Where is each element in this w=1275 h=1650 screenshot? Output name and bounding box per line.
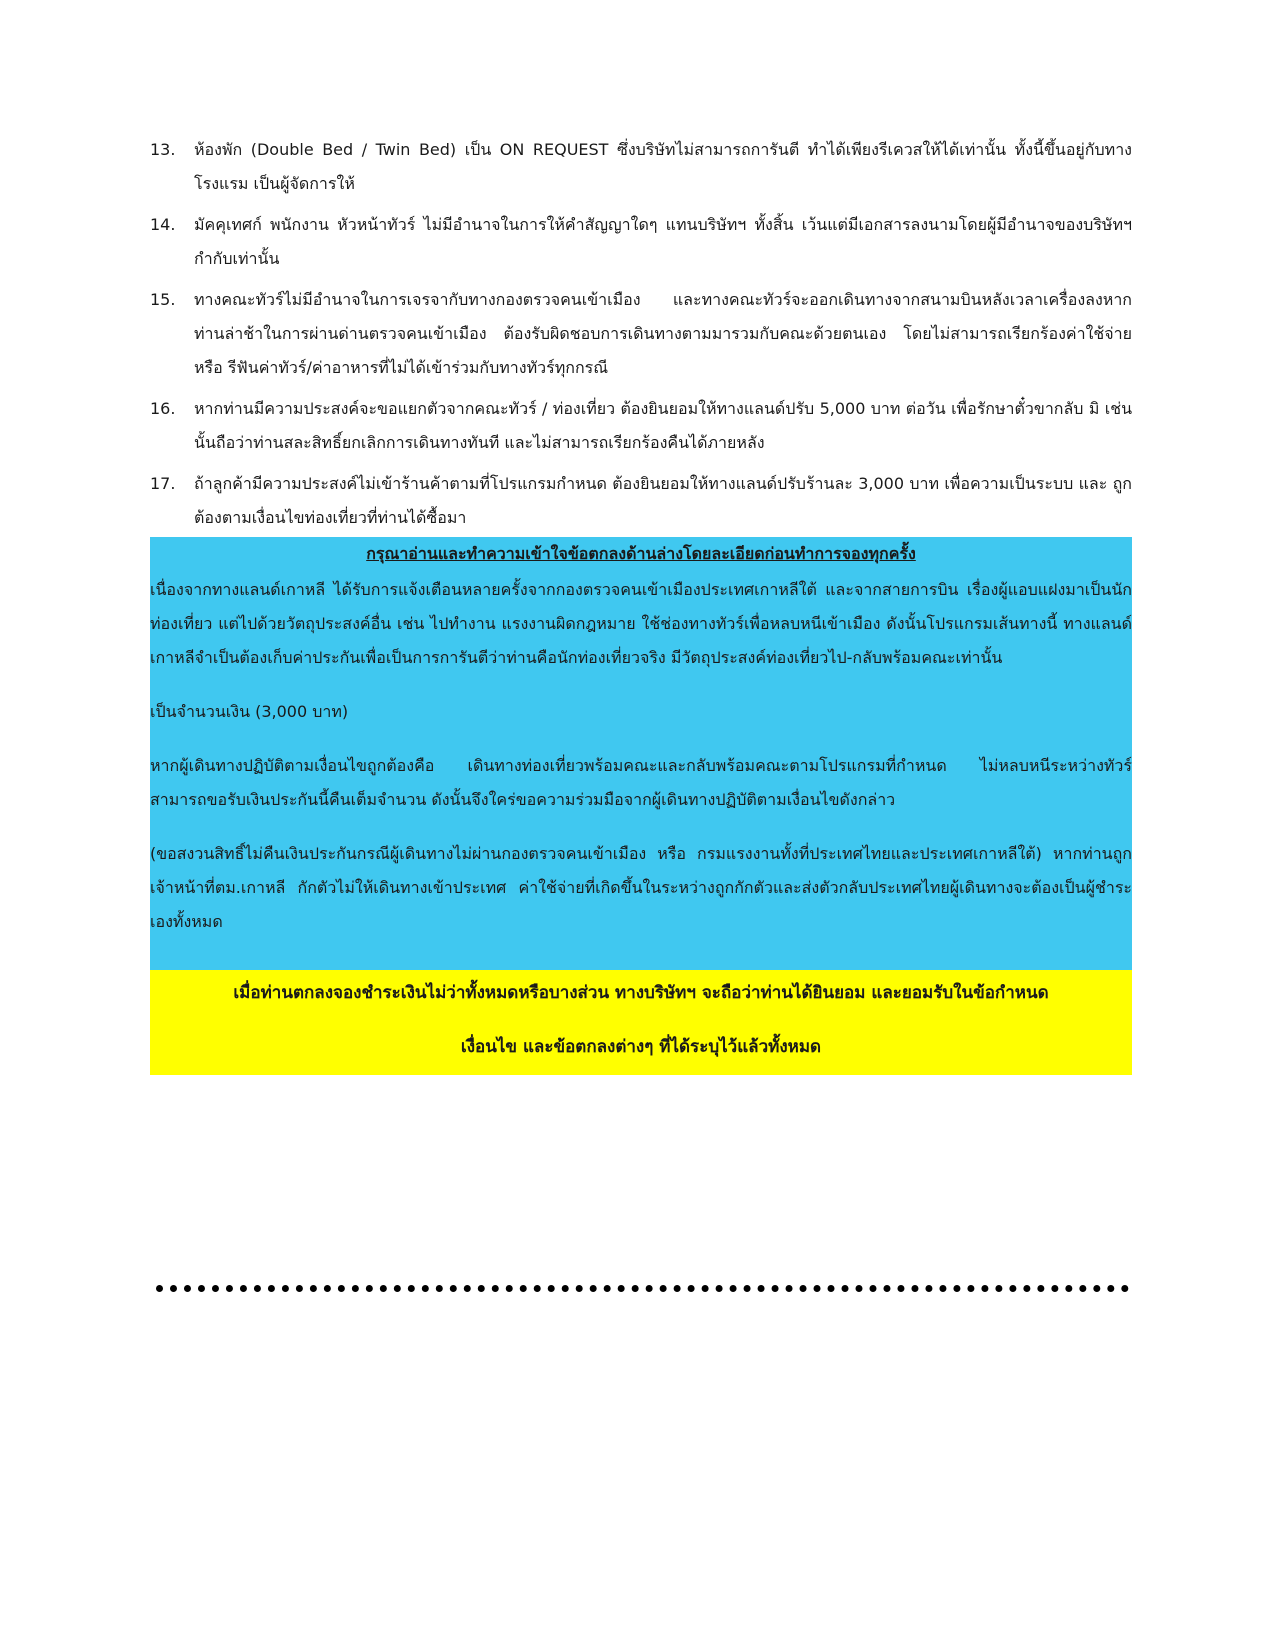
term-text: ทางคณะทัวร์ไม่มีอำนาจในการเจรจากับทางกองตรวจคนเข้าเมือง และทางคณะทัวร์จะออกเดินทางจากสนามบินหลังเวลาเครื่องลงหาก ท่านล่าช้าในการผ่านด่านตรวจคนเข้าเมือง ต้องรับผิดชอบการเดินทางตามมารวมกับคณะด้วยตนเอง โดยไม่สามารถเรียกร้องค่าใช้จ่าย หรือ รีฟันค่าทัวร์/ค่าอาหารที่ไม่ได้เข้าร่วมกับทางทัวร์ทุกกรณี [194,290,1132,377]
deposit-notice-box [150,537,1132,970]
notice-paragraph-refund: หากผู้เดินทางปฏิบัติตามเงื่อนไขถูกต้องคือ เดินทางท่องเที่ยวพร้อมคณะและกลับพร้อมคณะตามโปรแกรมที่กำหนด ไม่หลบหนีระหว่างทัวร์ สามารถขอรับเงินประกันนี้คืนเต็มจำนวน ดังนั้นจึงใคร่ขอความร่วมมือจากผู้เดินทางปฏิบัติตามเงื่อนไขดังกล่าว [150,756,1132,809]
term-item-14 [150,208,1132,276]
notice-paragraph-reason: เนื่องจากทางแลนด์เกาหลี ได้รับการแจ้งเตือนหลายครั้งจากกองตรวจคนเข้าเมืองประเทศเกาหลีใต้ และจากสายการบิน เรื่องผู้แอบแฝงมาเป็นนักท่องเที่ยว แต่ไปด้วยวัตถุประสงค์อื่น เช่น ไปทำงาน แรงงานผิดกฎหมาย ใช้ช่องทางทัวร์เพื่อหลบหนีเข้าเมือง ดังนั้นโปรแกรมเส้นทางนี้ ทางแลนด์เกาหลีจำเป็นต้องเก็บค่าประกันเพื่อเป็นการการันตีว่าท่านคือนักท่องเที่ยวจริง มีวัตถุประสงค์ท่องเที่ยวไป-กลับพร้อมคณะเท่านั้น [150,580,1132,667]
term-item-15 [150,283,1132,385]
terms-list [150,133,1132,542]
dotted-divider [156,1285,1129,1292]
notice-paragraph-exclusion: (ขอสงวนสิทธิ์ไม่คืนเงินประกันกรณีผู้เดินทางไม่ผ่านกองตรวจคนเข้าเมือง หรือ กรมแรงงานทั้งที่ประเทศไทยและประเทศเกาหลีใต้) หากท่านถูกเจ้าหน้าที่ตม.เกาหลี กักตัวไม่ให้เดินทางเข้าประเทศ ค่าใช้จ่ายที่เกิดขึ้นในระหว่างถูกกักตัวและส่งตัวกลับประเทศไทยผู้เดินทางจะต้องเป็นผู้ชำระเองทั้งหมด [150,844,1132,931]
consent-line: เมื่อท่านตกลงจองชำระเงินไม่ว่าทั้งหมดหรือบางส่วน ทางบริษัทฯ จะถือว่าท่านได้ยินยอม และยอมรับในข้อกำหนด [233,983,1049,1003]
term-number: 15. [150,290,176,309]
term-text: ห้องพัก (Double Bed / Twin Bed) เป็น ON REQUEST ซึ่งบริษัทไม่สามารถการันตี ทำได้เพียงรีเควสให้ได้เท่านั้น ทั้งนี้ขึ้นอยู่กับทางโรงแรม เป็นผู้จัดการให้ [194,140,1132,193]
term-item-13 [150,133,1132,201]
term-text: หากท่านมีความประสงค์จะขอแยกตัวจากคณะทัวร์ / ท่องเที่ยว ต้องยินยอมให้ทางแลนด์ปรับ 5,000 บาท ต่อวัน เพื่อรักษาตั๋วขากลับ มิ เช่นนั้นถือว่าท่านสละสิทธิ์ยกเลิกการเดินทางทันที และไม่สามารถเรียกร้องคืนได้ภายหลัง [194,399,1132,452]
term-number: 17. [150,474,176,493]
term-item-17 [150,467,1132,535]
term-number: 13. [150,140,176,159]
consent-box [150,970,1132,1075]
term-item-16 [150,392,1132,460]
term-text: ถ้าลูกค้ามีความประสงค์ไม่เข้าร้านค้าตามที่โปรแกรมกำหนด ต้องยินยอมให้ทางแลนด์ปรับร้านละ 3,000 บาท เพื่อความเป็นระบบ และ ถูกต้องตามเงื่อนไขท่องเที่ยวที่ท่านได้ซื้อมา [194,474,1132,527]
term-number: 14. [150,215,176,234]
consent-line: เงื่อนไข และข้อตกลงต่างๆ ที่ได้ระบุไว้แล้วทั้งหมด [460,1037,822,1057]
notice-paragraph-amount: เป็นจำนวนเงิน (3,000 บาท) [150,702,349,721]
term-number: 16. [150,399,176,418]
term-text: มัคคุเทศก์ พนักงาน หัวหน้าทัวร์ ไม่มีอำนาจในการให้คำสัญญาใดๆ แทนบริษัทฯ ทั้งสิ้น เว้นแต่มีเอกสารลงนามโดยผู้มีอำนาจของบริษัทฯ กำกับเท่านั้น [194,215,1132,268]
notice-title: กรุณาอ่านและทำความเข้าใจข้อตกลงด้านล่างโดยละเอียดก่อนทำการจองทุกครั้ง [366,544,916,563]
